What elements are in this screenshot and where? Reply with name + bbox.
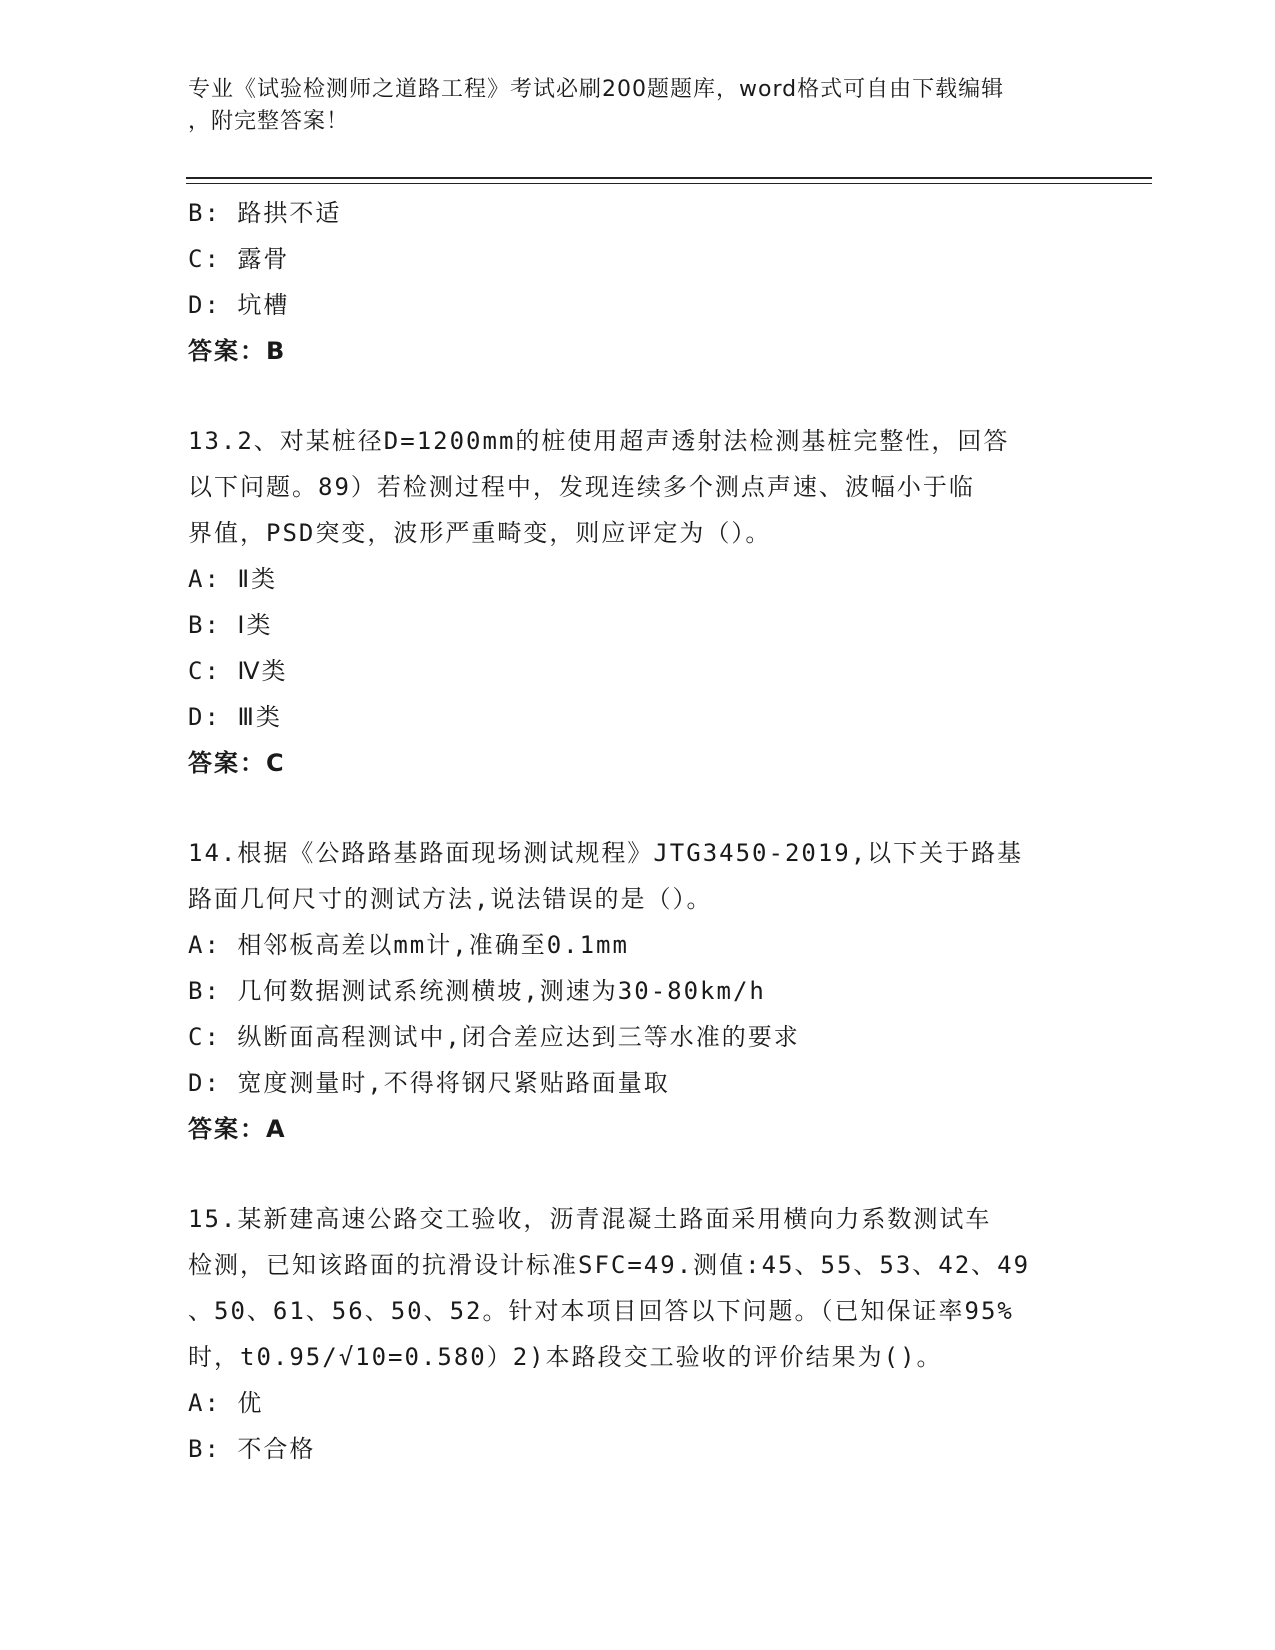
- answer-line: 答案：A: [188, 1115, 287, 1143]
- option-text: Ⅱ类: [237, 565, 278, 593]
- option-letter: D:: [188, 291, 221, 319]
- question-14: [188, 830, 1088, 1152]
- stem-line: 路面几何尺寸的测试方法,说法错误的是（）。: [188, 885, 713, 913]
- option-text: 宽度测量时,不得将钢尺紧贴路面量取: [237, 1069, 670, 1097]
- document-header: [188, 74, 1088, 138]
- option-letter: D:: [188, 703, 221, 731]
- header-title-line-2: ，附完整答案！: [188, 109, 350, 134]
- option-d: [188, 1060, 1088, 1106]
- option-text: Ⅰ类: [237, 611, 273, 639]
- header-divider-thick: [186, 177, 1152, 179]
- option-text: 几何数据测试系统测横坡,测速为30-80km/h: [237, 977, 766, 1005]
- option-letter: A:: [188, 565, 221, 593]
- header-title-line-1: 专业《试验检测师之道路工程》考试必刷200题题库，word格式可自由下载编辑: [188, 77, 1005, 102]
- option-b: [188, 190, 1088, 236]
- option-a: [188, 922, 1088, 968]
- option-c: [188, 236, 1088, 282]
- option-text: 露骨: [237, 245, 290, 273]
- option-letter: A:: [188, 931, 221, 959]
- option-d: [188, 694, 1088, 740]
- answer-line: 答案：B: [188, 337, 287, 365]
- option-letter: B:: [188, 611, 221, 639]
- option-text: Ⅳ类: [237, 657, 288, 685]
- question-15: [188, 1196, 1088, 1472]
- stem-line: 14.根据《公路路基路面现场测试规程》JTG3450-2019,以下关于路基: [188, 839, 1024, 867]
- option-text: 纵断面高程测试中,闭合差应达到三等水准的要求: [237, 1023, 800, 1051]
- option-b: [188, 602, 1088, 648]
- stem-line: 以下问题。89）若检测过程中，发现连续多个测点声速、波幅小于临: [188, 473, 975, 501]
- option-text: 优: [237, 1389, 264, 1417]
- option-letter: B:: [188, 199, 221, 227]
- stem-line: 时，t0.95/√10=0.580）2)本路段交工验收的评价结果为()。: [188, 1343, 943, 1371]
- option-text: 相邻板高差以mm计,准确至0.1mm: [237, 931, 629, 959]
- option-letter: C:: [188, 245, 221, 273]
- option-letter: C:: [188, 657, 221, 685]
- option-b: [188, 1426, 1088, 1472]
- option-c: [188, 1014, 1088, 1060]
- option-a: [188, 556, 1088, 602]
- option-b: [188, 968, 1088, 1014]
- stem-line: 、50、61、56、50、52。针对本项目回答以下问题。（已知保证率95%: [188, 1297, 1014, 1325]
- option-letter: A:: [188, 1389, 221, 1417]
- question-stem: [188, 1196, 1088, 1380]
- option-c: [188, 648, 1088, 694]
- stem-line: 15.某新建高速公路交工验收，沥青混凝土路面采用横向力系数测试车: [188, 1205, 992, 1233]
- question-stem: [188, 830, 1088, 922]
- stem-line: 检测，已知该路面的抗滑设计标准SFC=49.测值:45、55、53、42、49: [188, 1251, 1031, 1279]
- option-text: Ⅲ类: [237, 703, 282, 731]
- option-letter: B:: [188, 977, 221, 1005]
- stem-line: 界值，PSD突变，波形严重畸变，则应评定为（）。: [188, 519, 772, 547]
- question-13: [188, 418, 1088, 786]
- option-letter: B:: [188, 1435, 221, 1463]
- option-text: 路拱不适: [237, 199, 342, 227]
- question-list: [188, 190, 1088, 1472]
- stem-line: 13.2、对某桩径D=1200mm的桩使用超声透射法检测基桩完整性，回答: [188, 427, 1010, 455]
- header-divider-thin: [186, 183, 1152, 184]
- answer-line: 答案：C: [188, 749, 286, 777]
- question-12: [188, 190, 1088, 374]
- option-text: 不合格: [237, 1435, 316, 1463]
- option-letter: C:: [188, 1023, 221, 1051]
- question-stem: [188, 418, 1088, 556]
- option-letter: D:: [188, 1069, 221, 1097]
- option-a: [188, 1380, 1088, 1426]
- option-d: [188, 282, 1088, 328]
- option-text: 坑槽: [237, 291, 290, 319]
